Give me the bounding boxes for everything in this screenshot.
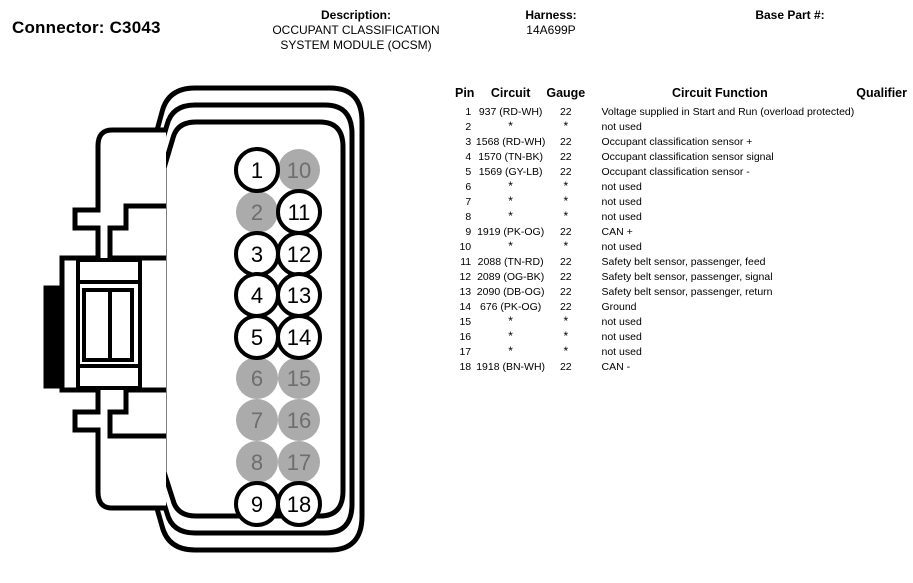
pin-12 <box>278 233 320 275</box>
connector-svg <box>0 60 420 580</box>
cell-circuit-function: Occupant classification sensor - <box>601 166 750 178</box>
table-row <box>455 225 907 240</box>
not-used-asterisk: * <box>508 209 513 223</box>
cell-circuit: 1569 (GY-LB) <box>478 166 543 178</box>
cell-qualifier <box>854 240 907 255</box>
column-header-pin: Pin <box>455 86 475 100</box>
cell-circuit: 2088 (TN-RD) <box>477 256 544 268</box>
terminal-slot-left <box>84 290 110 360</box>
cell-qualifier <box>854 165 907 180</box>
not-used-asterisk: * <box>563 194 569 208</box>
table-row <box>455 120 907 135</box>
cell-gauge: 22 <box>559 301 572 313</box>
cell-gauge: 22 <box>559 286 572 298</box>
cell-circuit-function: Occupant classification sensor + <box>601 136 753 148</box>
not-used-asterisk: * <box>563 179 569 193</box>
description-value-line2: SYSTEM MODULE (OCSM) <box>280 38 432 52</box>
pin-1 <box>236 149 278 191</box>
pin-number-11: 11 <box>287 200 311 225</box>
cell-circuit: 676 (PK-OG) <box>480 301 542 313</box>
cell-pin: 16 <box>459 331 472 343</box>
cell-circuit-function: CAN - <box>601 361 631 373</box>
connector-diagram <box>0 60 420 580</box>
not-used-asterisk: * <box>563 329 569 343</box>
cell-circuit: 937 (RD-WH) <box>478 106 543 118</box>
cell-pin: 6 <box>465 181 472 193</box>
cell-pin: 13 <box>459 286 472 298</box>
not-used-asterisk: * <box>508 344 513 358</box>
cell-gauge <box>546 240 585 255</box>
cell-pin: 12 <box>459 271 472 283</box>
cell-pin: 8 <box>465 211 472 223</box>
table-row <box>455 150 907 165</box>
cell-gauge: 22 <box>559 361 572 373</box>
terminal-block-lower-divider <box>78 366 140 388</box>
cell-pin: 5 <box>465 166 472 178</box>
cell-gauge: 22 <box>559 151 572 163</box>
cell-qualifier <box>854 210 907 225</box>
column-header-circuit: Circuit <box>490 86 531 100</box>
cell-circuit-function: Safety belt sensor, passenger, signal <box>601 271 773 283</box>
cell-circuit-function: not used <box>601 346 642 358</box>
cell-circuit: 1570 (TN-BK) <box>478 151 544 163</box>
cell-qualifier <box>854 360 907 375</box>
not-used-asterisk: * <box>563 239 569 253</box>
cell-gauge: 22 <box>559 106 572 118</box>
column-header-gauge: Gauge <box>546 86 586 100</box>
pin-9 <box>236 483 278 525</box>
pin-number-12: 12 <box>286 242 312 267</box>
table-row <box>455 180 907 195</box>
cell-gauge <box>546 195 585 210</box>
cell-gauge <box>546 120 585 135</box>
cell-circuit-function: Voltage supplied in Start and Run (overload protected) <box>601 106 855 118</box>
not-used-asterisk: * <box>508 119 513 133</box>
cell-circuit <box>475 315 546 330</box>
harness-value: 14A699P <box>526 23 576 37</box>
cell-pin: 14 <box>459 301 472 313</box>
cell-circuit-function: Safety belt sensor, passenger, feed <box>601 256 766 268</box>
cell-circuit: 1919 (PK-OG) <box>477 226 545 238</box>
table-row <box>455 345 907 360</box>
pin-number-15: 15 <box>286 366 312 391</box>
pin-2 <box>236 191 278 233</box>
table-row <box>455 255 907 270</box>
pin-number-4: 4 <box>250 283 264 308</box>
pin-13 <box>278 274 320 316</box>
cell-circuit <box>475 240 546 255</box>
cell-qualifier <box>854 285 907 300</box>
column-header-circuit-function: Circuit Function <box>671 86 768 100</box>
pin-11 <box>278 191 320 233</box>
table-row <box>455 135 907 150</box>
cell-circuit-function: not used <box>601 331 642 343</box>
cell-circuit-function: not used <box>601 121 642 133</box>
cell-pin: 17 <box>459 346 472 358</box>
not-used-asterisk: * <box>563 314 569 328</box>
cell-circuit-function: not used <box>601 316 642 328</box>
pin-16 <box>278 399 320 441</box>
table-row <box>455 285 907 300</box>
pin-number-8: 8 <box>250 450 264 475</box>
pin-number-17: 17 <box>286 450 312 475</box>
not-used-asterisk: * <box>563 119 569 133</box>
pin-number-16: 16 <box>286 408 312 433</box>
cell-circuit-function: CAN + <box>601 226 633 238</box>
cell-pin: 11 <box>460 256 472 268</box>
terminal-block-upper-divider <box>78 260 140 282</box>
cell-circuit <box>475 120 546 135</box>
pin-number-1: 1 <box>250 158 264 183</box>
not-used-asterisk: * <box>508 329 513 343</box>
cell-pin: 3 <box>465 136 472 148</box>
cell-pin: 1 <box>465 106 472 118</box>
pin-18 <box>278 483 320 525</box>
cell-gauge: 22 <box>559 136 572 148</box>
table-row <box>455 195 907 210</box>
cell-circuit <box>475 330 546 345</box>
cell-circuit-function: not used <box>601 211 642 223</box>
not-used-asterisk: * <box>508 179 513 193</box>
cell-circuit-function: not used <box>601 181 642 193</box>
cell-pin: 15 <box>459 316 472 328</box>
cell-gauge <box>546 330 585 345</box>
pin-10 <box>278 149 320 191</box>
harness-label: Harness: <box>525 8 577 22</box>
terminal-slot-right <box>110 290 132 360</box>
cell-gauge <box>546 210 585 225</box>
cell-qualifier <box>854 315 907 330</box>
cell-circuit-function: not used <box>601 196 642 208</box>
pin-number-10: 10 <box>286 158 312 183</box>
cell-circuit: 1918 (BN-WH) <box>476 361 546 373</box>
cell-qualifier <box>854 195 907 210</box>
cell-circuit: 1568 (RD-WH) <box>475 136 546 148</box>
pin-number-7: 7 <box>250 408 264 433</box>
pin-number-6: 6 <box>250 366 264 391</box>
table-row <box>455 300 907 315</box>
pin-table-body <box>455 105 907 375</box>
table-row <box>455 210 907 225</box>
pin-15 <box>278 357 320 399</box>
cell-circuit-function: Ground <box>601 301 637 313</box>
pin-8 <box>236 441 278 483</box>
pin-14 <box>278 316 320 358</box>
cell-qualifier <box>854 300 907 315</box>
cell-circuit-function: not used <box>601 241 642 253</box>
pin-number-18: 18 <box>286 492 312 517</box>
cell-qualifier <box>854 270 907 285</box>
table-row <box>455 105 907 120</box>
table-row <box>455 360 907 375</box>
cell-pin: 2 <box>465 121 472 133</box>
pin-table-header-row <box>455 86 907 105</box>
table-row <box>455 240 907 255</box>
pin-table-head <box>455 86 907 105</box>
cell-gauge: 22 <box>559 226 572 238</box>
pin-number-13: 13 <box>286 283 312 308</box>
not-used-asterisk: * <box>508 239 513 253</box>
cell-qualifier <box>854 345 907 360</box>
cell-qualifier <box>854 225 907 240</box>
cell-gauge <box>546 345 585 360</box>
pin-table <box>455 86 907 375</box>
cell-circuit-function: Safety belt sensor, passenger, return <box>601 286 773 298</box>
pin-number-14: 14 <box>286 325 312 350</box>
base-part-label: Base Part #: <box>755 8 825 22</box>
harness-block <box>455 8 647 38</box>
cell-pin: 18 <box>459 361 472 373</box>
not-used-asterisk: * <box>563 209 569 223</box>
table-row <box>455 270 907 285</box>
cell-gauge <box>546 180 585 195</box>
cell-circuit: 2090 (DB-OG) <box>476 286 545 298</box>
cell-qualifier <box>854 255 907 270</box>
base-part-block <box>700 8 880 23</box>
not-used-asterisk: * <box>508 314 513 328</box>
cell-qualifier <box>854 105 907 120</box>
cell-circuit <box>475 210 546 225</box>
table-row <box>455 315 907 330</box>
pin-3 <box>236 233 278 275</box>
table-row <box>455 165 907 180</box>
cell-pin: 4 <box>465 151 472 163</box>
cell-gauge: 22 <box>559 256 572 268</box>
pin-number-5: 5 <box>250 325 264 350</box>
column-header-qualifier: Qualifier <box>856 86 907 100</box>
cell-circuit <box>475 180 546 195</box>
pin-7 <box>236 399 278 441</box>
not-used-asterisk: * <box>563 344 569 358</box>
cell-qualifier <box>854 135 907 150</box>
cell-gauge: 22 <box>559 166 572 178</box>
cell-qualifier <box>854 180 907 195</box>
cell-pin: 10 <box>459 241 472 253</box>
cell-gauge: 22 <box>559 271 572 283</box>
cell-gauge <box>546 315 585 330</box>
connector-id-label: Connector: C3043 <box>12 18 161 37</box>
cell-circuit <box>475 195 546 210</box>
cell-circuit: 2089 (OG-BK) <box>477 271 545 283</box>
connector-seal-bar <box>44 286 63 388</box>
pin-assignment-table <box>455 86 907 375</box>
cell-qualifier <box>854 120 907 135</box>
cell-circuit-function: Occupant classification sensor signal <box>601 151 774 163</box>
cell-circuit <box>475 345 546 360</box>
cell-qualifier <box>854 330 907 345</box>
pin-number-9: 9 <box>250 492 264 517</box>
not-used-asterisk: * <box>508 194 513 208</box>
pin-4 <box>236 274 278 316</box>
description-value-line1: OCCUPANT CLASSIFICATION <box>272 23 440 37</box>
pin-number-3: 3 <box>250 242 264 267</box>
pin-6 <box>236 357 278 399</box>
table-row <box>455 330 907 345</box>
cell-pin: 9 <box>465 226 472 238</box>
cell-pin: 7 <box>465 196 472 208</box>
pin-number-2: 2 <box>250 200 264 225</box>
pin-5 <box>236 316 278 358</box>
pin-17 <box>278 441 320 483</box>
cell-qualifier <box>854 150 907 165</box>
description-label: Description: <box>320 8 391 22</box>
